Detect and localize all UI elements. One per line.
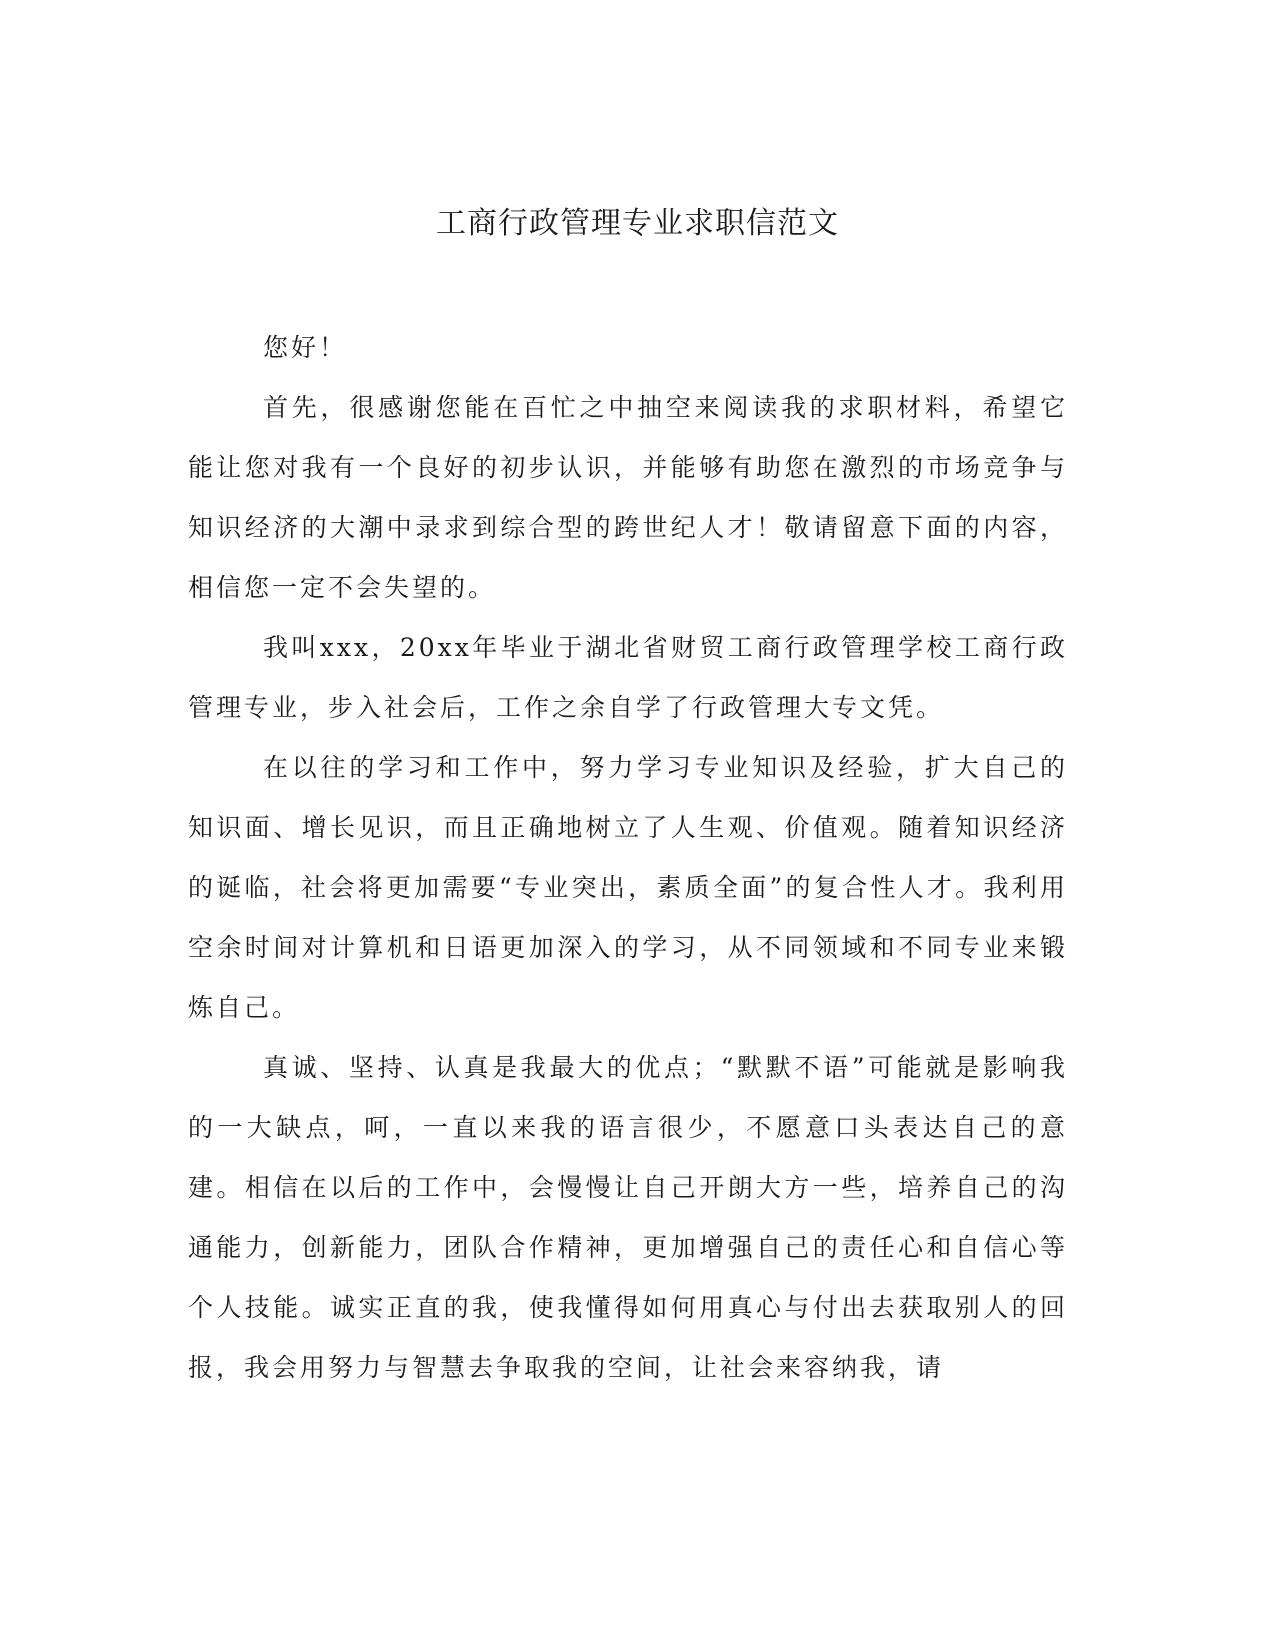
body-paragraph: 真诚、坚持、认真是我最大的优点；“默默不语”可能就是影响我的一大缺点，呵，一直以来我的语言很少，不愿意口头表达自己的意建。相信在以后的工作中，会慢慢让自己开朗大方一些，培养自己的沟通能力，创新能力，团队合作精神，更加增强自己的责任心和自信心等个人技能。诚实正直的我，使我懂得如何用真心与付出去获取别人的回报，我会用努力与智慧去争取我的空间，让社会来容纳我，请 bbox=[188, 1053, 1068, 1382]
greeting-paragraph: 您好！ bbox=[263, 333, 348, 362]
document-body bbox=[188, 318, 1068, 1398]
body-paragraph: 在以往的学习和工作中，努力学习专业知识及经验，扩大自己的知识面、增长见识，而且正确地树立了人生观、价值观。随着知识经济的诞临，社会将更加需要“专业突出，素质全面”的复合性人才。我利用空余时间对计算机和日语更加深入的学习，从不同领域和不同专业来锻炼自己。 bbox=[188, 753, 1068, 1022]
document-title: 工商行政管理专业求职信范文 bbox=[436, 206, 839, 241]
body-paragraph: 我叫xxx，20xx年毕业于湖北省财贸工商行政管理学校工商行政管理专业，步入社会后，工作之余自学了行政管理大专文凭。 bbox=[188, 633, 1068, 722]
body-paragraph: 首先，很感谢您能在百忙之中抽空来阅读我的求职材料，希望它能让您对我有一个良好的初步认识，并能够有助您在激烈的市场竞争与知识经济的大潮中录求到综合型的跨世纪人才！敬请留意下面的内容，相信您一定不会失望的。 bbox=[188, 393, 1068, 602]
